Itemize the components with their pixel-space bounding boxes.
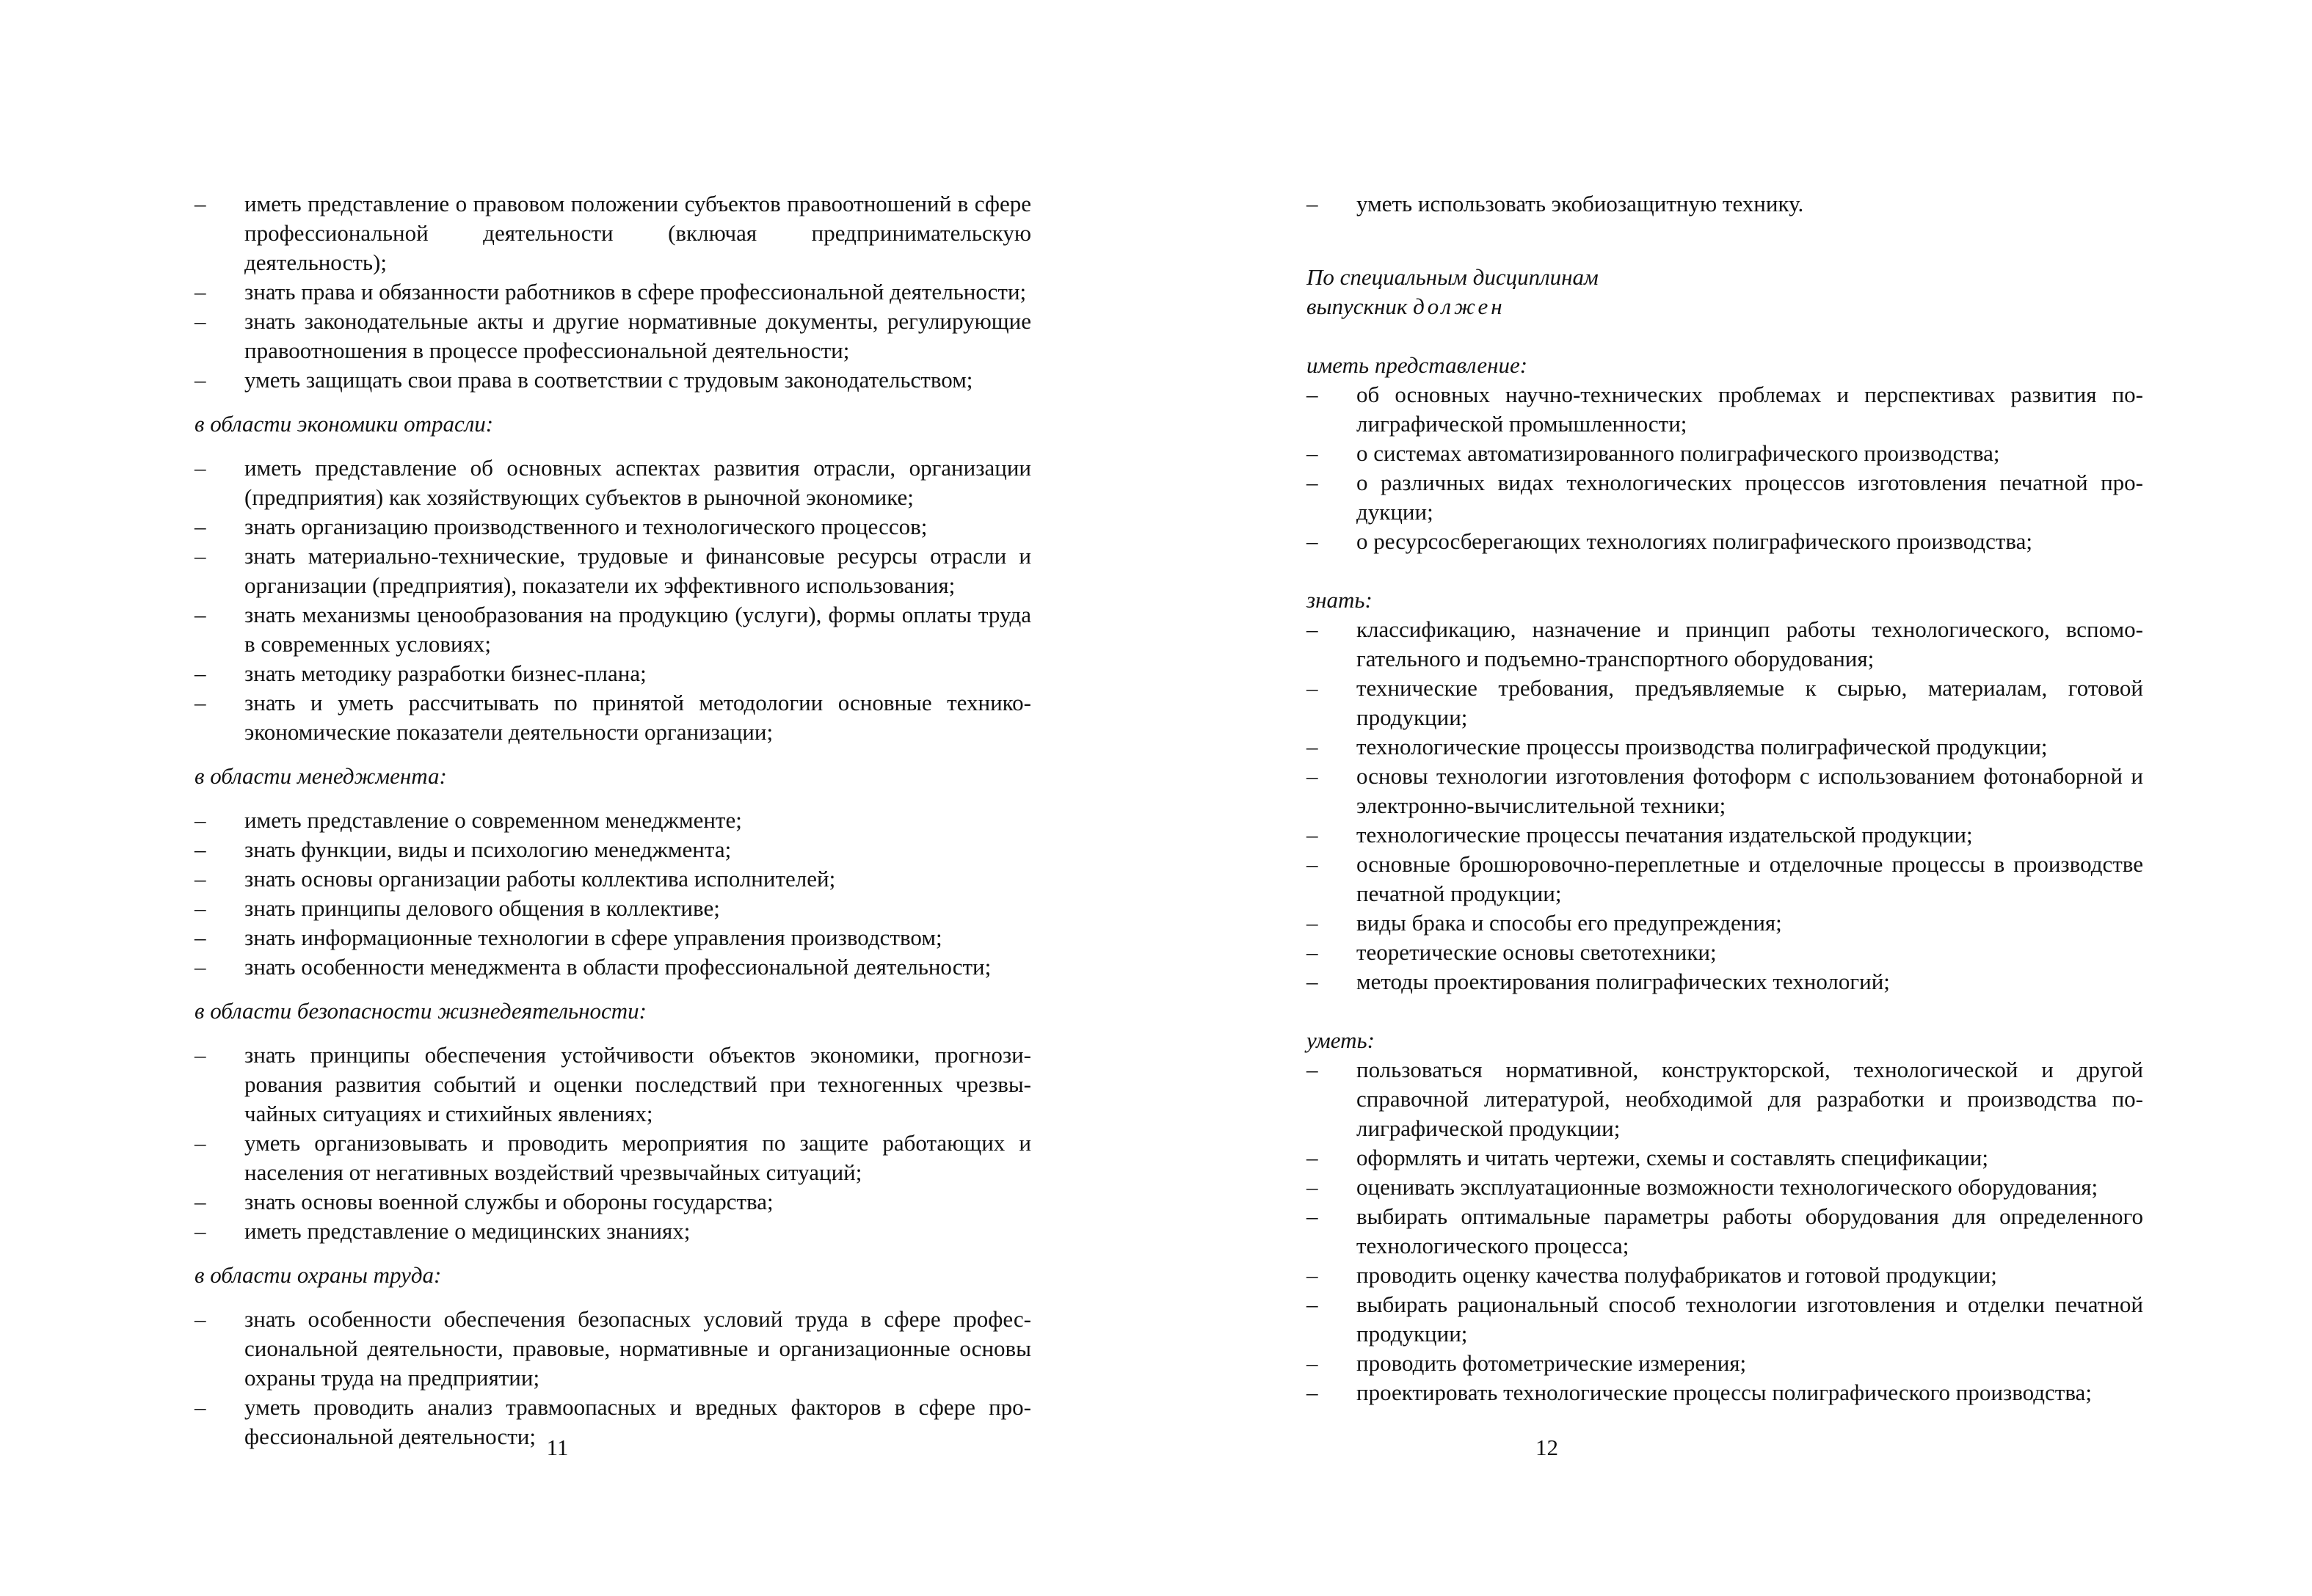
list-item: – знать методику разработки бизнес-плана; (195, 659, 1031, 688)
list-item: – знать и уметь рассчитывать по принятой методологии основные техникоэкономические показатели деятельности организации; (195, 690, 1031, 745)
dash-bullet: – (195, 1394, 206, 1420)
dash-bullet: – (195, 191, 206, 216)
list-item: – знать основы организации работы коллектива исполнителей; (195, 864, 1031, 894)
list-item: – знать механизмы ценообразования на продукцию (услуги), формы оплаты труда в современных условиях; (195, 602, 1031, 657)
dash-bullet: – (195, 954, 206, 980)
dash-bullet: – (195, 895, 206, 921)
list-item: – оценивать эксплуатационные возможности технологического оборудования; (1306, 1173, 2143, 1202)
dash-bullet: – (1306, 910, 1318, 936)
section-heading-have-idea: иметь представление: (1306, 352, 1528, 378)
dash-bullet: – (195, 367, 206, 393)
list-item: – о различных видах технологических процессов изготовления печатной продукции; (1306, 470, 2143, 525)
dash-bullet: – (195, 1306, 206, 1332)
dash-bullet: – (195, 1189, 206, 1214)
list-item: – знать информационные технологии в сфере управления производством; (195, 923, 1031, 952)
labor-protection-list (195, 1305, 1031, 1451)
list-item: – знать законодательные акты и другие нормативные документы, регулирующие правоотношения в процессе профессиональной деятельности; (195, 308, 1031, 363)
list-item: – проводить оценку качества полуфабрикатов и готовой продукции; (1306, 1261, 2143, 1290)
right-text-column (1306, 189, 2143, 1422)
dash-bullet: – (195, 455, 206, 481)
list-item: – знать принципы делового общения в коллективе; (195, 894, 1031, 923)
list-item: – уметь проводить анализ травмоопасных и вредных факторов в сфере профессиональной деятельности; (195, 1394, 1031, 1449)
have-idea-list (1306, 380, 2143, 556)
dash-bullet: – (195, 690, 206, 715)
list-item: – знать организацию производственного и технологического процессов; (195, 512, 1031, 542)
list-item: – выбирать оптимальные параметры работы оборудования для определенного технологического процесса; (1306, 1203, 2143, 1258)
dash-bullet: – (195, 837, 206, 862)
list-item: – технологические процессы производства полиграфической продукции; (1306, 732, 2143, 762)
dash-bullet: – (195, 543, 206, 569)
list-item: – проектировать технологические процессы полиграфического производства; (1306, 1378, 2143, 1407)
list-item: – иметь представление об основных аспектах развития отрасли, организации (предприятия) как хозяйствующих субъектов в рыночной экономике; (195, 455, 1031, 510)
list-item: – виды брака и способы его предупреждения; (1306, 908, 2143, 938)
list-item: – проводить фотометрические измерения; (1306, 1349, 2143, 1378)
list-item: – теоретические основы светотехники; (1306, 938, 2143, 967)
spacer (1306, 1011, 2143, 1026)
list-item: – уметь использовать экобиозащитную технику. (1306, 189, 2143, 219)
left-text-column (195, 189, 1031, 1466)
dash-bullet: – (1306, 822, 1318, 848)
list-item: – основные брошюровочно-переплетные и отделочные процессы в производстве печатной продукции; (1306, 851, 2143, 906)
dash-bullet: – (1306, 470, 1318, 495)
list-item: – знать функции, виды и психологию менеджмента; (195, 835, 1031, 864)
dash-bullet: – (195, 1218, 206, 1244)
dash-bullet: – (1306, 1262, 1318, 1288)
list-item: – знать особенности менеджмента в области профессиональной деятельности; (195, 952, 1031, 982)
management-list (195, 806, 1031, 982)
be-able-list (1306, 1055, 2143, 1407)
list-item: – технические требования, предъявляемые к сырью, материалам, готовой продукции; (1306, 675, 2143, 730)
dash-bullet: – (195, 279, 206, 305)
list-item: – знать права и обязанности работников в сфере профессиональной деятельности; (195, 277, 1031, 307)
list-item: – об основных научно-технических проблемах и перспективах развития полиграфической промышленности; (1306, 382, 2143, 437)
dash-bullet: – (1306, 528, 1318, 554)
dash-bullet: – (1306, 1380, 1318, 1405)
list-item: – основы технологии изготовления фотоформ с использованием фотонаборной и электронно-вычислительной техники; (1306, 763, 2143, 818)
dash-bullet: – (1306, 616, 1318, 642)
dash-bullet: – (1306, 1291, 1318, 1317)
dash-bullet: – (195, 807, 206, 833)
list-item: – иметь представление о медицинских знаниях; (195, 1217, 1031, 1246)
dash-bullet: – (1306, 1145, 1318, 1170)
list-item: – методы проектирования полиграфических технологий; (1306, 967, 2143, 996)
dash-bullet: – (195, 602, 206, 627)
list-item: – о системах автоматизированного полиграфического производства; (1306, 439, 2143, 468)
left-intro-list (195, 189, 1031, 395)
dash-bullet: – (195, 1042, 206, 1068)
list-item: – иметь представление о правовом положении субъектов правоотношений в сфере профессиональной деятельности (включая предпринимательскую деятельность); (195, 191, 1031, 275)
section-heading-know: знать: (1306, 587, 1373, 613)
page-number-right: 12 (1535, 1435, 1558, 1460)
dash-bullet: – (1306, 1350, 1318, 1376)
list-item: – уметь организовывать и проводить мероприятия по защите работающих и населения от негативных воздействий чрезвычайных ситуаций; (195, 1130, 1031, 1185)
list-item: – уметь защищать свои права в соответствии с трудовым законодательством; (195, 365, 1031, 395)
economics-list (195, 453, 1031, 747)
dash-bullet: – (195, 660, 206, 686)
section-heading-be-able: уметь: (1306, 1027, 1375, 1053)
dash-bullet: – (1306, 191, 1318, 216)
dash-bullet: – (1306, 1057, 1318, 1082)
list-item: – технологические процессы печатания издательской продукции; (1306, 820, 2143, 850)
list-item: – знать материально-технические, трудовые и финансовые ресурсы отрасли и организации (предприятия), показатели их эффективного использования; (195, 543, 1031, 598)
list-item: – оформлять и читать чертежи, схемы и составлять спецификации; (1306, 1143, 2143, 1173)
dash-bullet: – (1306, 1174, 1318, 1200)
dash-bullet: – (1306, 440, 1318, 466)
list-item: – иметь представление о современном менеджменте; (195, 806, 1031, 835)
dash-bullet: – (195, 514, 206, 539)
page-number-left: 11 (546, 1435, 569, 1460)
dash-bullet: – (1306, 763, 1318, 789)
dash-bullet: – (1306, 851, 1318, 877)
dash-bullet: – (195, 866, 206, 892)
dash-bullet: – (1306, 382, 1318, 407)
dash-bullet: – (1306, 675, 1318, 701)
list-item: – знать особенности обеспечения безопасных условий труда в сфере профессиональной деятельности, правовые, нормативные и организационные основы охраны труда на предприятии; (195, 1306, 1031, 1391)
dash-bullet: – (195, 1130, 206, 1156)
list-item: – знать принципы обеспечения устойчивости объектов экономики, прогнозирования развития событий и оценки последствий при техногенных чрезвычайных ситуациях и стихийных явлениях; (195, 1042, 1031, 1126)
block-title-line-1: По специальным дисциплинам (1306, 264, 1599, 290)
spacer (1306, 321, 2143, 351)
know-list (1306, 615, 2143, 996)
section-heading-life-safety: в области безопасности жизнедеятельности: (195, 998, 647, 1024)
dash-bullet: – (1306, 969, 1318, 994)
list-item: – пользоваться нормативной, конструкторской, технологической и другой справочной литературой, необходимой для разработки и производства полиграфической продукции; (1306, 1057, 2143, 1141)
list-item: – выбирать рациональный способ технологии изготовления и отделки печатной продукции; (1306, 1291, 2143, 1347)
right-page (1156, 0, 2312, 1596)
dash-bullet: – (195, 308, 206, 334)
section-heading-management: в области менеджмента: (195, 763, 447, 789)
list-item: – классификацию, назначение и принцип работы технологического, вспомогательного и подъемно-транспортного оборудования; (1306, 616, 2143, 671)
block-title-line-2: выпускник должен (1306, 294, 1505, 319)
list-item: – знать основы военной службы и обороны государства; (195, 1187, 1031, 1217)
right-intro-list (1306, 189, 2143, 219)
spacer (1306, 571, 2143, 586)
spacer (1306, 233, 2143, 263)
life-safety-list (195, 1041, 1031, 1246)
dash-bullet: – (195, 925, 206, 950)
dash-bullet: – (1306, 1203, 1318, 1229)
dash-bullet: – (1306, 734, 1318, 759)
list-item: – о ресурсосберегающих технологиях полиграфического производства; (1306, 527, 2143, 556)
section-heading-labor-protection: в области охраны труда: (195, 1262, 442, 1288)
section-heading-economics: в области экономики отрасли: (195, 411, 494, 437)
dash-bullet: – (1306, 939, 1318, 965)
